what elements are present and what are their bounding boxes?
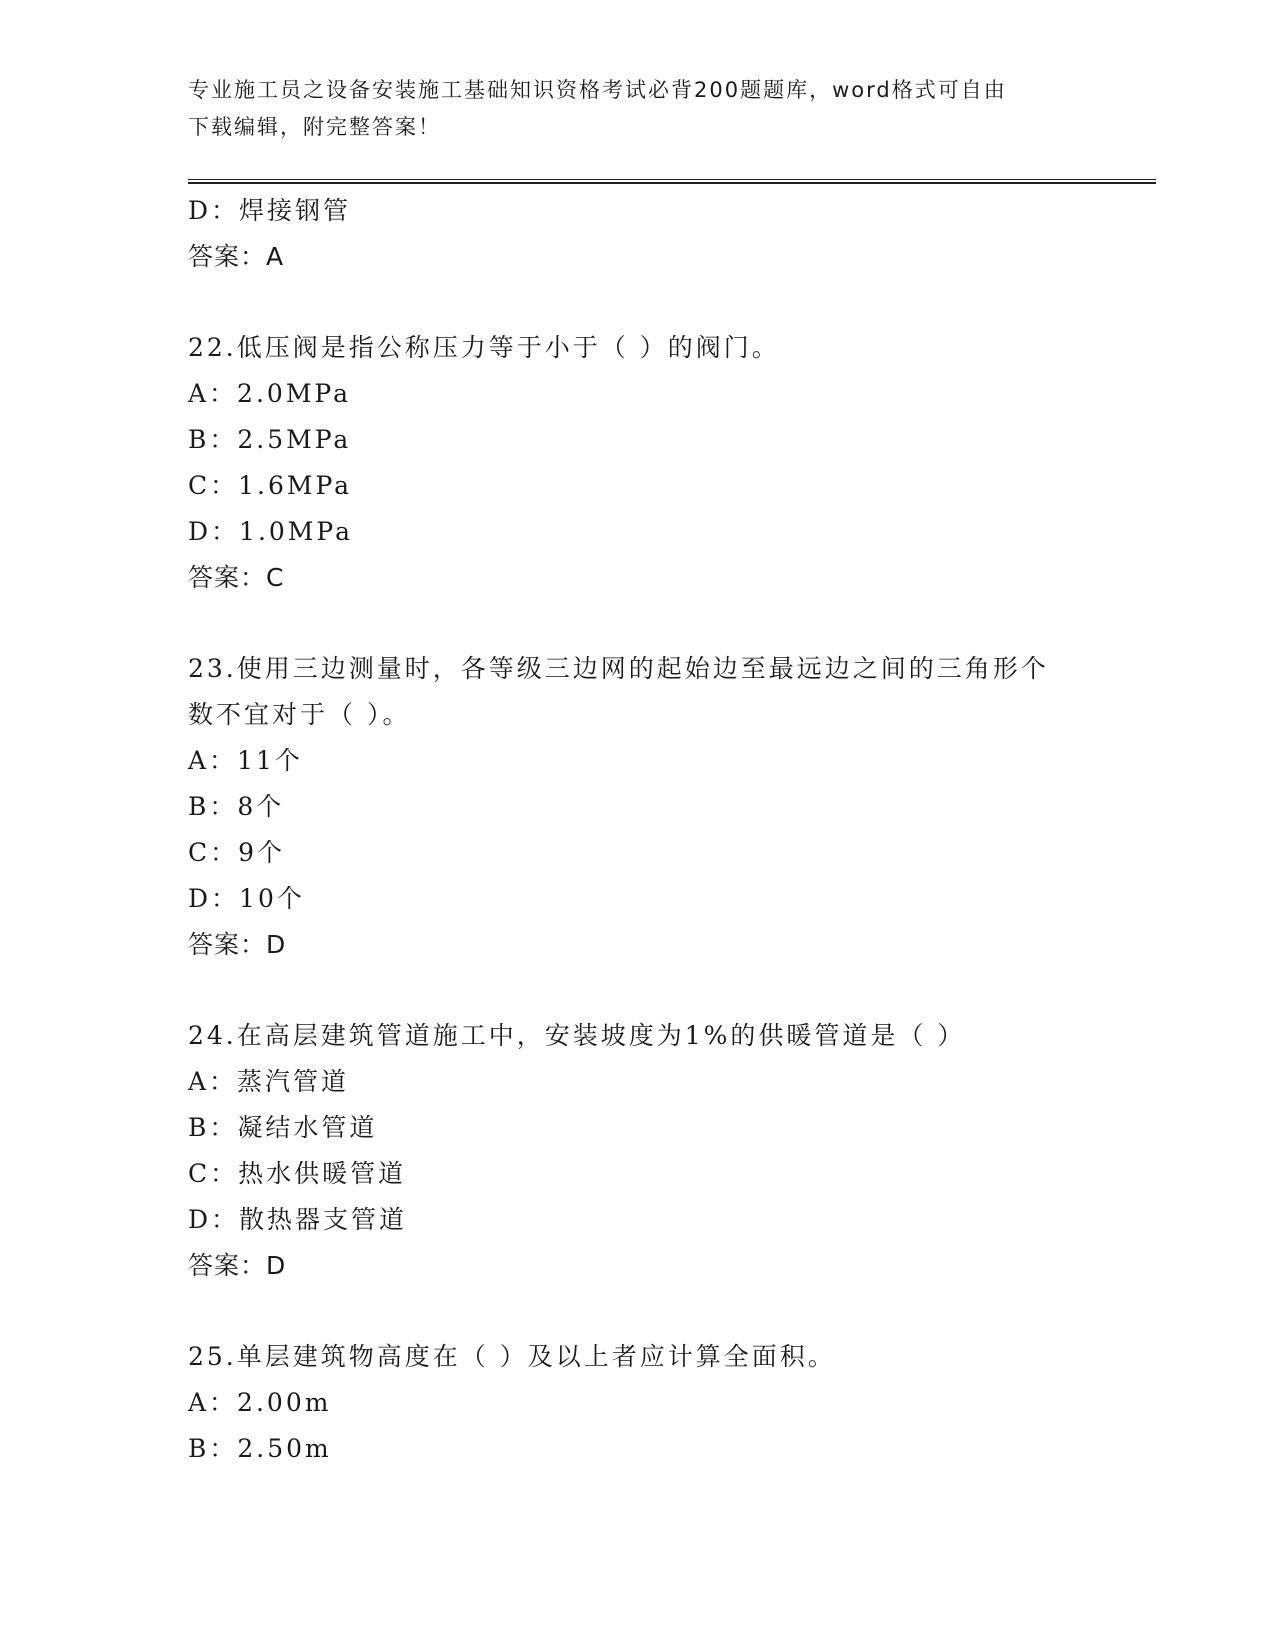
option-b: B：2.50m <box>188 1434 332 1463</box>
answer-line: 答案：A <box>188 242 285 271</box>
option-b: B：2.5MPa <box>188 425 352 454</box>
answer-line: 答案：D <box>188 1251 287 1280</box>
option-d: D：散热器支管道 <box>188 1205 408 1234</box>
option-a: A：蒸汽管道 <box>188 1067 350 1096</box>
question-24 <box>188 1013 1088 1289</box>
answer-line: 答案：D <box>188 930 287 959</box>
spacer <box>188 1289 1088 1334</box>
option-a: A：11个 <box>188 746 303 775</box>
answer-line: 答案：C <box>188 563 285 592</box>
question-22 <box>188 325 1088 601</box>
question-23 <box>188 646 1088 968</box>
question-stem: 25.单层建筑物高度在（ ）及以上者应计算全面积。 <box>188 1342 836 1371</box>
option-d: D：焊接钢管 <box>188 196 352 225</box>
question-stem-line1: 23.使用三边测量时，各等级三边网的起始边至最远边之间的三角形个 <box>188 654 1049 683</box>
header-title-line1: 专业施工员之设备安装施工基础知识资格考试必背200题题库，word格式可自由 <box>188 78 1007 102</box>
question-stem: 22.低压阀是指公称压力等于小于（ ）的阀门。 <box>188 333 780 362</box>
question-21-tail <box>188 188 1088 280</box>
option-c: C：1.6MPa <box>188 471 353 500</box>
option-c: C：热水供暖管道 <box>188 1159 407 1188</box>
option-a: A：2.00m <box>188 1388 332 1417</box>
spacer <box>188 968 1088 1013</box>
question-25 <box>188 1334 1088 1472</box>
question-list <box>188 188 1088 1472</box>
option-d: D：1.0MPa <box>188 517 354 546</box>
option-b: B：凝结水管道 <box>188 1113 378 1142</box>
option-c: C：9个 <box>188 838 286 867</box>
spacer <box>188 280 1088 325</box>
question-stem: 24.在高层建筑管道施工中，安装坡度为1%的供暖管道是（ ） <box>188 1021 966 1050</box>
question-stem-line2: 数不宜对于（ ）。 <box>188 700 411 729</box>
header-divider <box>188 179 1156 184</box>
option-a: A：2.0MPa <box>188 379 352 408</box>
header-title-line2: 下载编辑，附完整答案！ <box>188 115 441 139</box>
option-b: B：8个 <box>188 792 285 821</box>
document-header <box>188 72 1068 146</box>
spacer <box>188 601 1088 646</box>
option-d: D：10个 <box>188 884 305 913</box>
